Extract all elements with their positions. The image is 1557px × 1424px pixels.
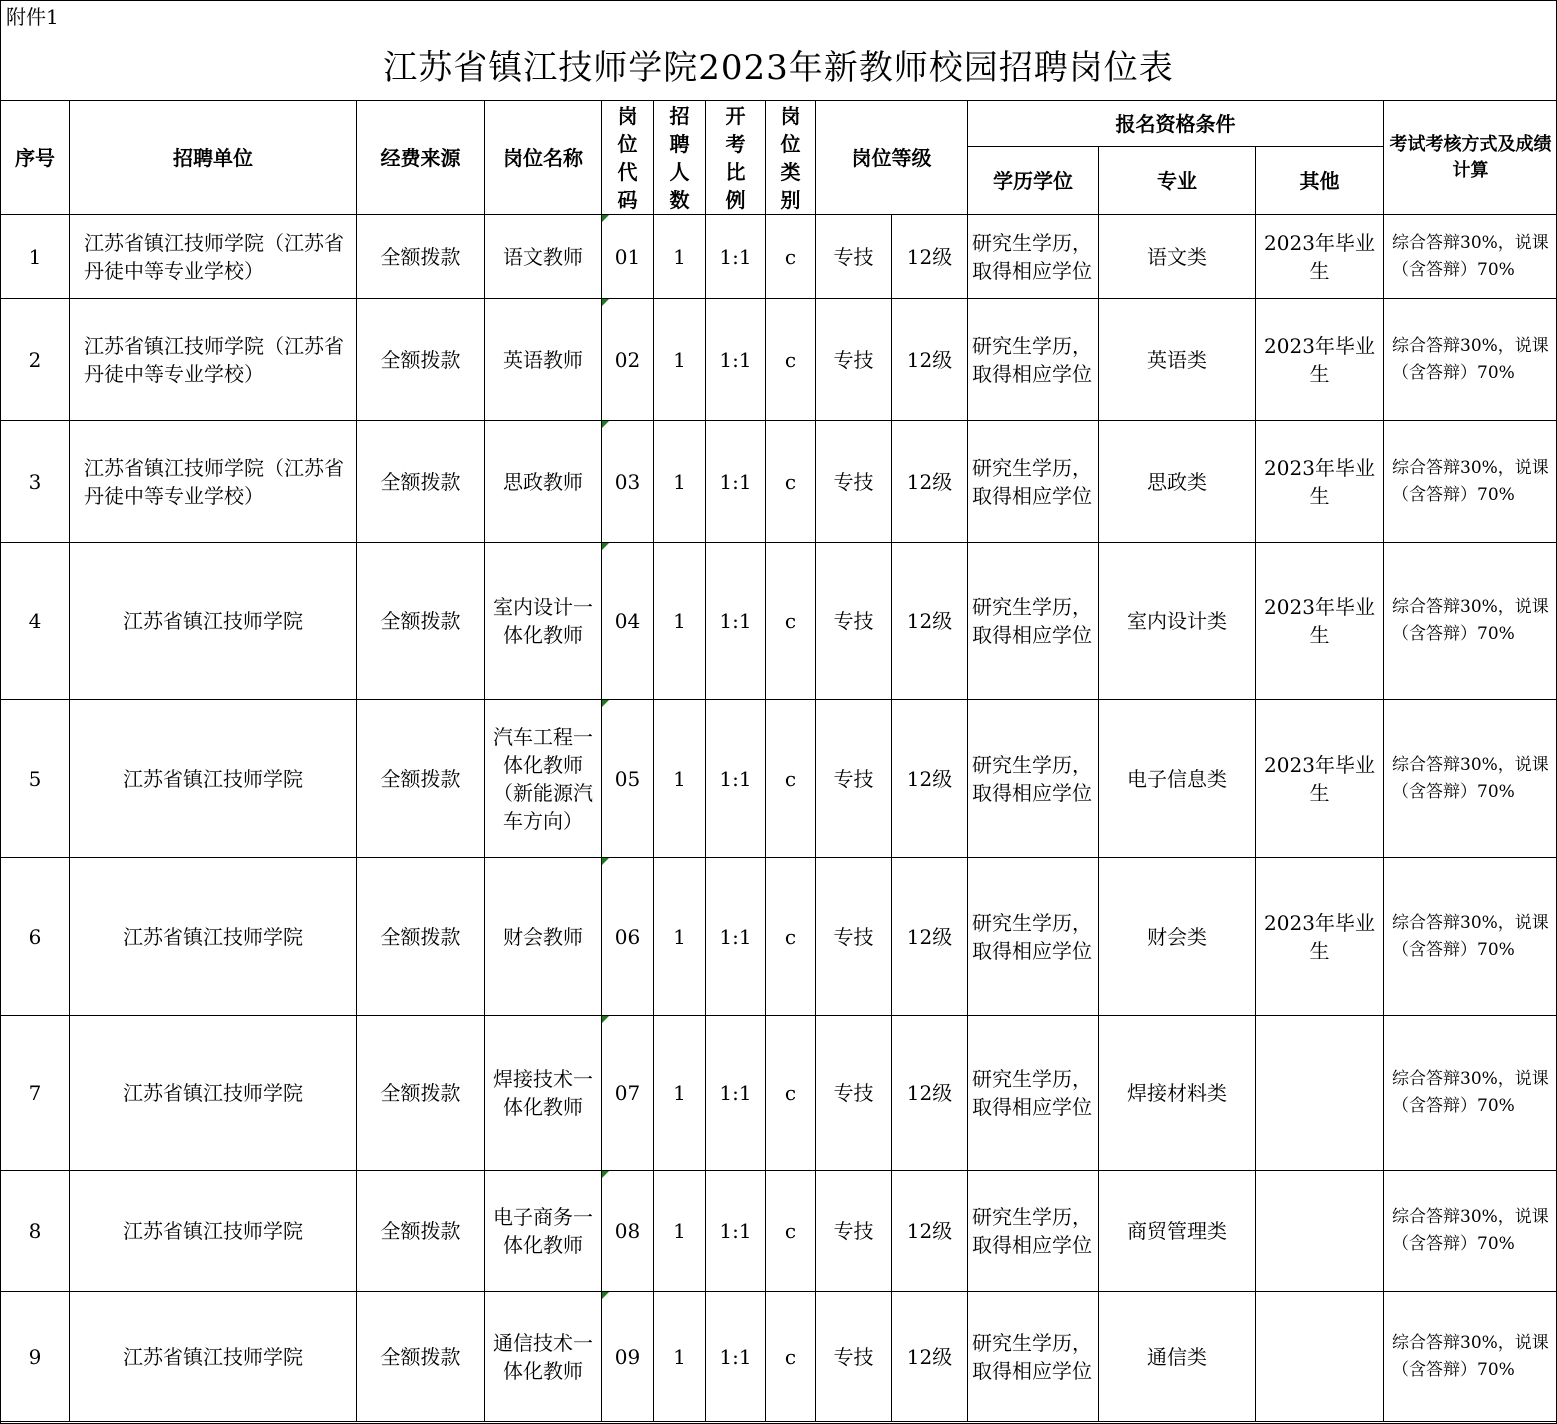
cell-code-text: 09 (614, 1344, 641, 1369)
cell-other: 2023年毕业生 (1256, 215, 1384, 299)
cell-position-name: 电子商务一体化教师 (485, 1171, 602, 1292)
cell-comment-marker (602, 1016, 609, 1023)
cell-exam: 综合答辩30%，说课（含答辩）70% (1384, 421, 1557, 543)
cell-education: 研究生学历，取得相应学位 (968, 1016, 1099, 1171)
cell-education: 研究生学历，取得相应学位 (968, 1171, 1099, 1292)
cell-comment-marker (602, 215, 609, 222)
cell-education: 研究生学历，取得相应学位 (968, 543, 1099, 700)
cell-seq: 9 (1, 1292, 70, 1422)
cell-code-text: 02 (614, 347, 641, 372)
cell-level-type: 专技 (816, 1292, 892, 1422)
cell-exam: 综合答辩30%，说课（含答辩）70% (1384, 700, 1557, 858)
annex-label: 附件1 (6, 5, 59, 29)
cell-education: 研究生学历，取得相应学位 (968, 421, 1099, 543)
cell-ratio: 1:1 (706, 299, 766, 421)
cell-category: c (766, 421, 816, 543)
cell-code (602, 1171, 654, 1292)
cell-category: c (766, 1016, 816, 1171)
cell-unit: 江苏省镇江技师学院 (70, 700, 357, 858)
header-funding: 经费来源 (357, 101, 485, 215)
cell-comment-marker (602, 858, 609, 865)
cell-major: 通信类 (1099, 1292, 1256, 1422)
cell-major: 财会类 (1099, 858, 1256, 1016)
cell-major: 英语类 (1099, 299, 1256, 421)
cell-code (602, 543, 654, 700)
cell-ratio: 1:1 (706, 1171, 766, 1292)
table-row (1, 421, 1557, 543)
table-row (1, 1292, 1557, 1422)
table-row (1, 700, 1557, 858)
cell-position-name: 焊接技术一体化教师 (485, 1016, 602, 1171)
cell-major: 思政类 (1099, 421, 1256, 543)
cell-comment-marker (602, 299, 609, 306)
cell-code-text: 08 (614, 1219, 641, 1243)
cell-funding: 全额拨款 (357, 1016, 485, 1171)
cell-unit: 江苏省镇江技师学院 (70, 1292, 357, 1422)
cell-level-type: 专技 (816, 1016, 892, 1171)
cell-seq: 1 (1, 215, 70, 299)
cell-count: 1 (654, 858, 706, 1016)
header-count-text: 招聘人数 (669, 103, 690, 212)
cell-comment-marker (602, 543, 609, 550)
cell-level: 12级 (892, 700, 968, 858)
cell-comment-marker (602, 1171, 609, 1178)
cell-funding: 全额拨款 (357, 299, 485, 421)
cell-unit: 江苏省镇江技师学院 (70, 1016, 357, 1171)
cell-unit: 江苏省镇江技师学院（江苏省丹徒中等专业学校） (70, 299, 357, 421)
cell-education: 研究生学历，取得相应学位 (968, 299, 1099, 421)
page-title: 江苏省镇江技师学院2023年新教师校园招聘岗位表 (383, 48, 1174, 88)
cell-funding: 全额拨款 (357, 543, 485, 700)
header-education: 学历学位 (968, 147, 1099, 215)
header-major: 专业 (1099, 147, 1256, 215)
cell-level-type: 专技 (816, 421, 892, 543)
cell-level: 12级 (892, 858, 968, 1016)
cell-other (1256, 1292, 1384, 1422)
header-exam: 考试考核方式及成绩计算 (1384, 101, 1557, 215)
cell-major: 商贸管理类 (1099, 1171, 1256, 1292)
cell-other (1256, 1016, 1384, 1171)
cell-position-name: 思政教师 (485, 421, 602, 543)
header-level: 岗位等级 (816, 101, 968, 215)
cell-funding: 全额拨款 (357, 1292, 485, 1422)
table-row (1, 543, 1557, 700)
cell-seq: 5 (1, 700, 70, 858)
cell-exam: 综合答辩30%，说课（含答辩）70% (1384, 299, 1557, 421)
cell-category: c (766, 700, 816, 858)
header-category-text: 岗位类别 (780, 103, 801, 212)
cell-comment-marker (602, 700, 609, 707)
cell-ratio: 1:1 (706, 1292, 766, 1422)
cell-code-text: 05 (614, 766, 641, 791)
table-body (1, 215, 1557, 1422)
cell-other: 2023年毕业生 (1256, 299, 1384, 421)
cell-count: 1 (654, 1016, 706, 1171)
cell-position-name: 室内设计一体化教师 (485, 543, 602, 700)
header-category (766, 101, 816, 215)
cell-level-type: 专技 (816, 858, 892, 1016)
cell-category: c (766, 543, 816, 700)
cell-comment-marker (602, 1292, 609, 1299)
cell-position-name: 语文教师 (485, 215, 602, 299)
cell-code (602, 700, 654, 858)
cell-seq: 2 (1, 299, 70, 421)
table-row (1, 1171, 1557, 1292)
cell-ratio: 1:1 (706, 543, 766, 700)
cell-major: 室内设计类 (1099, 543, 1256, 700)
cell-education: 研究生学历，取得相应学位 (968, 700, 1099, 858)
cell-level: 12级 (892, 215, 968, 299)
cell-other: 2023年毕业生 (1256, 421, 1384, 543)
cell-seq: 4 (1, 543, 70, 700)
cell-ratio: 1:1 (706, 215, 766, 299)
cell-count: 1 (654, 1292, 706, 1422)
cell-major: 语文类 (1099, 215, 1256, 299)
table-row (1, 1016, 1557, 1171)
cell-count: 1 (654, 700, 706, 858)
cell-count: 1 (654, 421, 706, 543)
cell-other: 2023年毕业生 (1256, 700, 1384, 858)
cell-code (602, 299, 654, 421)
cell-education: 研究生学历，取得相应学位 (968, 215, 1099, 299)
cell-category: c (766, 1292, 816, 1422)
cell-level: 12级 (892, 543, 968, 700)
cell-seq: 7 (1, 1016, 70, 1171)
cell-exam: 综合答辩30%，说课（含答辩）70% (1384, 1292, 1557, 1422)
cell-count: 1 (654, 1171, 706, 1292)
cell-unit: 江苏省镇江技师学院（江苏省丹徒中等专业学校） (70, 215, 357, 299)
cell-code-text: 03 (614, 469, 641, 494)
cell-level-type: 专技 (816, 543, 892, 700)
table-row (1, 858, 1557, 1016)
cell-seq: 3 (1, 421, 70, 543)
cell-exam: 综合答辩30%，说课（含答辩）70% (1384, 1171, 1557, 1292)
cell-ratio: 1:1 (706, 700, 766, 858)
cell-level-type: 专技 (816, 700, 892, 858)
cell-other: 2023年毕业生 (1256, 858, 1384, 1016)
cell-funding: 全额拨款 (357, 215, 485, 299)
cell-level: 12级 (892, 1016, 968, 1171)
cell-level: 12级 (892, 299, 968, 421)
cell-position-name: 通信技术一体化教师 (485, 1292, 602, 1422)
cell-code (602, 1292, 654, 1422)
cell-funding: 全额拨款 (357, 700, 485, 858)
cell-funding: 全额拨款 (357, 421, 485, 543)
cell-unit: 江苏省镇江技师学院 (70, 1171, 357, 1292)
cell-category: c (766, 1171, 816, 1292)
cell-other: 2023年毕业生 (1256, 543, 1384, 700)
cell-level-type: 专技 (816, 215, 892, 299)
cell-level-type: 专技 (816, 299, 892, 421)
cell-exam: 综合答辩30%，说课（含答辩）70% (1384, 215, 1557, 299)
cell-unit: 江苏省镇江技师学院 (70, 858, 357, 1016)
cell-category: c (766, 299, 816, 421)
cell-code (602, 421, 654, 543)
cell-position-name: 汽车工程一体化教师（新能源汽车方向） (485, 700, 602, 858)
recruitment-table (0, 100, 1557, 1422)
cell-position-name: 英语教师 (485, 299, 602, 421)
header-unit: 招聘单位 (70, 101, 357, 215)
cell-other (1256, 1171, 1384, 1292)
cell-unit: 江苏省镇江技师学院 (70, 543, 357, 700)
table-row (1, 299, 1557, 421)
cell-seq: 6 (1, 858, 70, 1016)
cell-unit: 江苏省镇江技师学院（江苏省丹徒中等专业学校） (70, 421, 357, 543)
cell-category: c (766, 215, 816, 299)
cell-level: 12级 (892, 1171, 968, 1292)
header-code-text: 岗位代码 (617, 103, 638, 212)
cell-category: c (766, 858, 816, 1016)
cell-count: 1 (654, 543, 706, 700)
cell-major: 电子信息类 (1099, 700, 1256, 858)
header-count (654, 101, 706, 215)
cell-level: 12级 (892, 421, 968, 543)
cell-code (602, 215, 654, 299)
table-row (1, 215, 1557, 299)
header-code (602, 101, 654, 215)
header-ratio-text: 开考比例 (725, 103, 746, 212)
header-qualifications: 报名资格条件 (968, 101, 1384, 147)
header-ratio (706, 101, 766, 215)
cell-exam: 综合答辩30%，说课（含答辩）70% (1384, 1016, 1557, 1171)
cell-ratio: 1:1 (706, 858, 766, 1016)
cell-funding: 全额拨款 (357, 1171, 485, 1292)
header-other: 其他 (1256, 147, 1384, 215)
cell-comment-marker (602, 421, 609, 428)
cell-code (602, 858, 654, 1016)
cell-major: 焊接材料类 (1099, 1016, 1256, 1171)
cell-level-type: 专技 (816, 1171, 892, 1292)
cell-count: 1 (654, 299, 706, 421)
cell-funding: 全额拨款 (357, 858, 485, 1016)
cell-ratio: 1:1 (706, 421, 766, 543)
cell-exam: 综合答辩30%，说课（含答辩）70% (1384, 858, 1557, 1016)
cell-level: 12级 (892, 1292, 968, 1422)
cell-position-name: 财会教师 (485, 858, 602, 1016)
cell-code-text: 06 (614, 924, 641, 949)
cell-code (602, 1016, 654, 1171)
cell-seq: 8 (1, 1171, 70, 1292)
header-seq: 序号 (1, 101, 70, 215)
cell-ratio: 1:1 (706, 1016, 766, 1171)
cell-education: 研究生学历，取得相应学位 (968, 1292, 1099, 1422)
cell-exam: 综合答辩30%，说课（含答辩）70% (1384, 543, 1557, 700)
cell-count: 1 (654, 215, 706, 299)
cell-education: 研究生学历，取得相应学位 (968, 858, 1099, 1016)
cell-code-text: 07 (614, 1081, 641, 1105)
cell-code-text: 04 (614, 609, 641, 633)
cell-code-text: 01 (614, 244, 641, 269)
header-position-name: 岗位名称 (485, 101, 602, 215)
